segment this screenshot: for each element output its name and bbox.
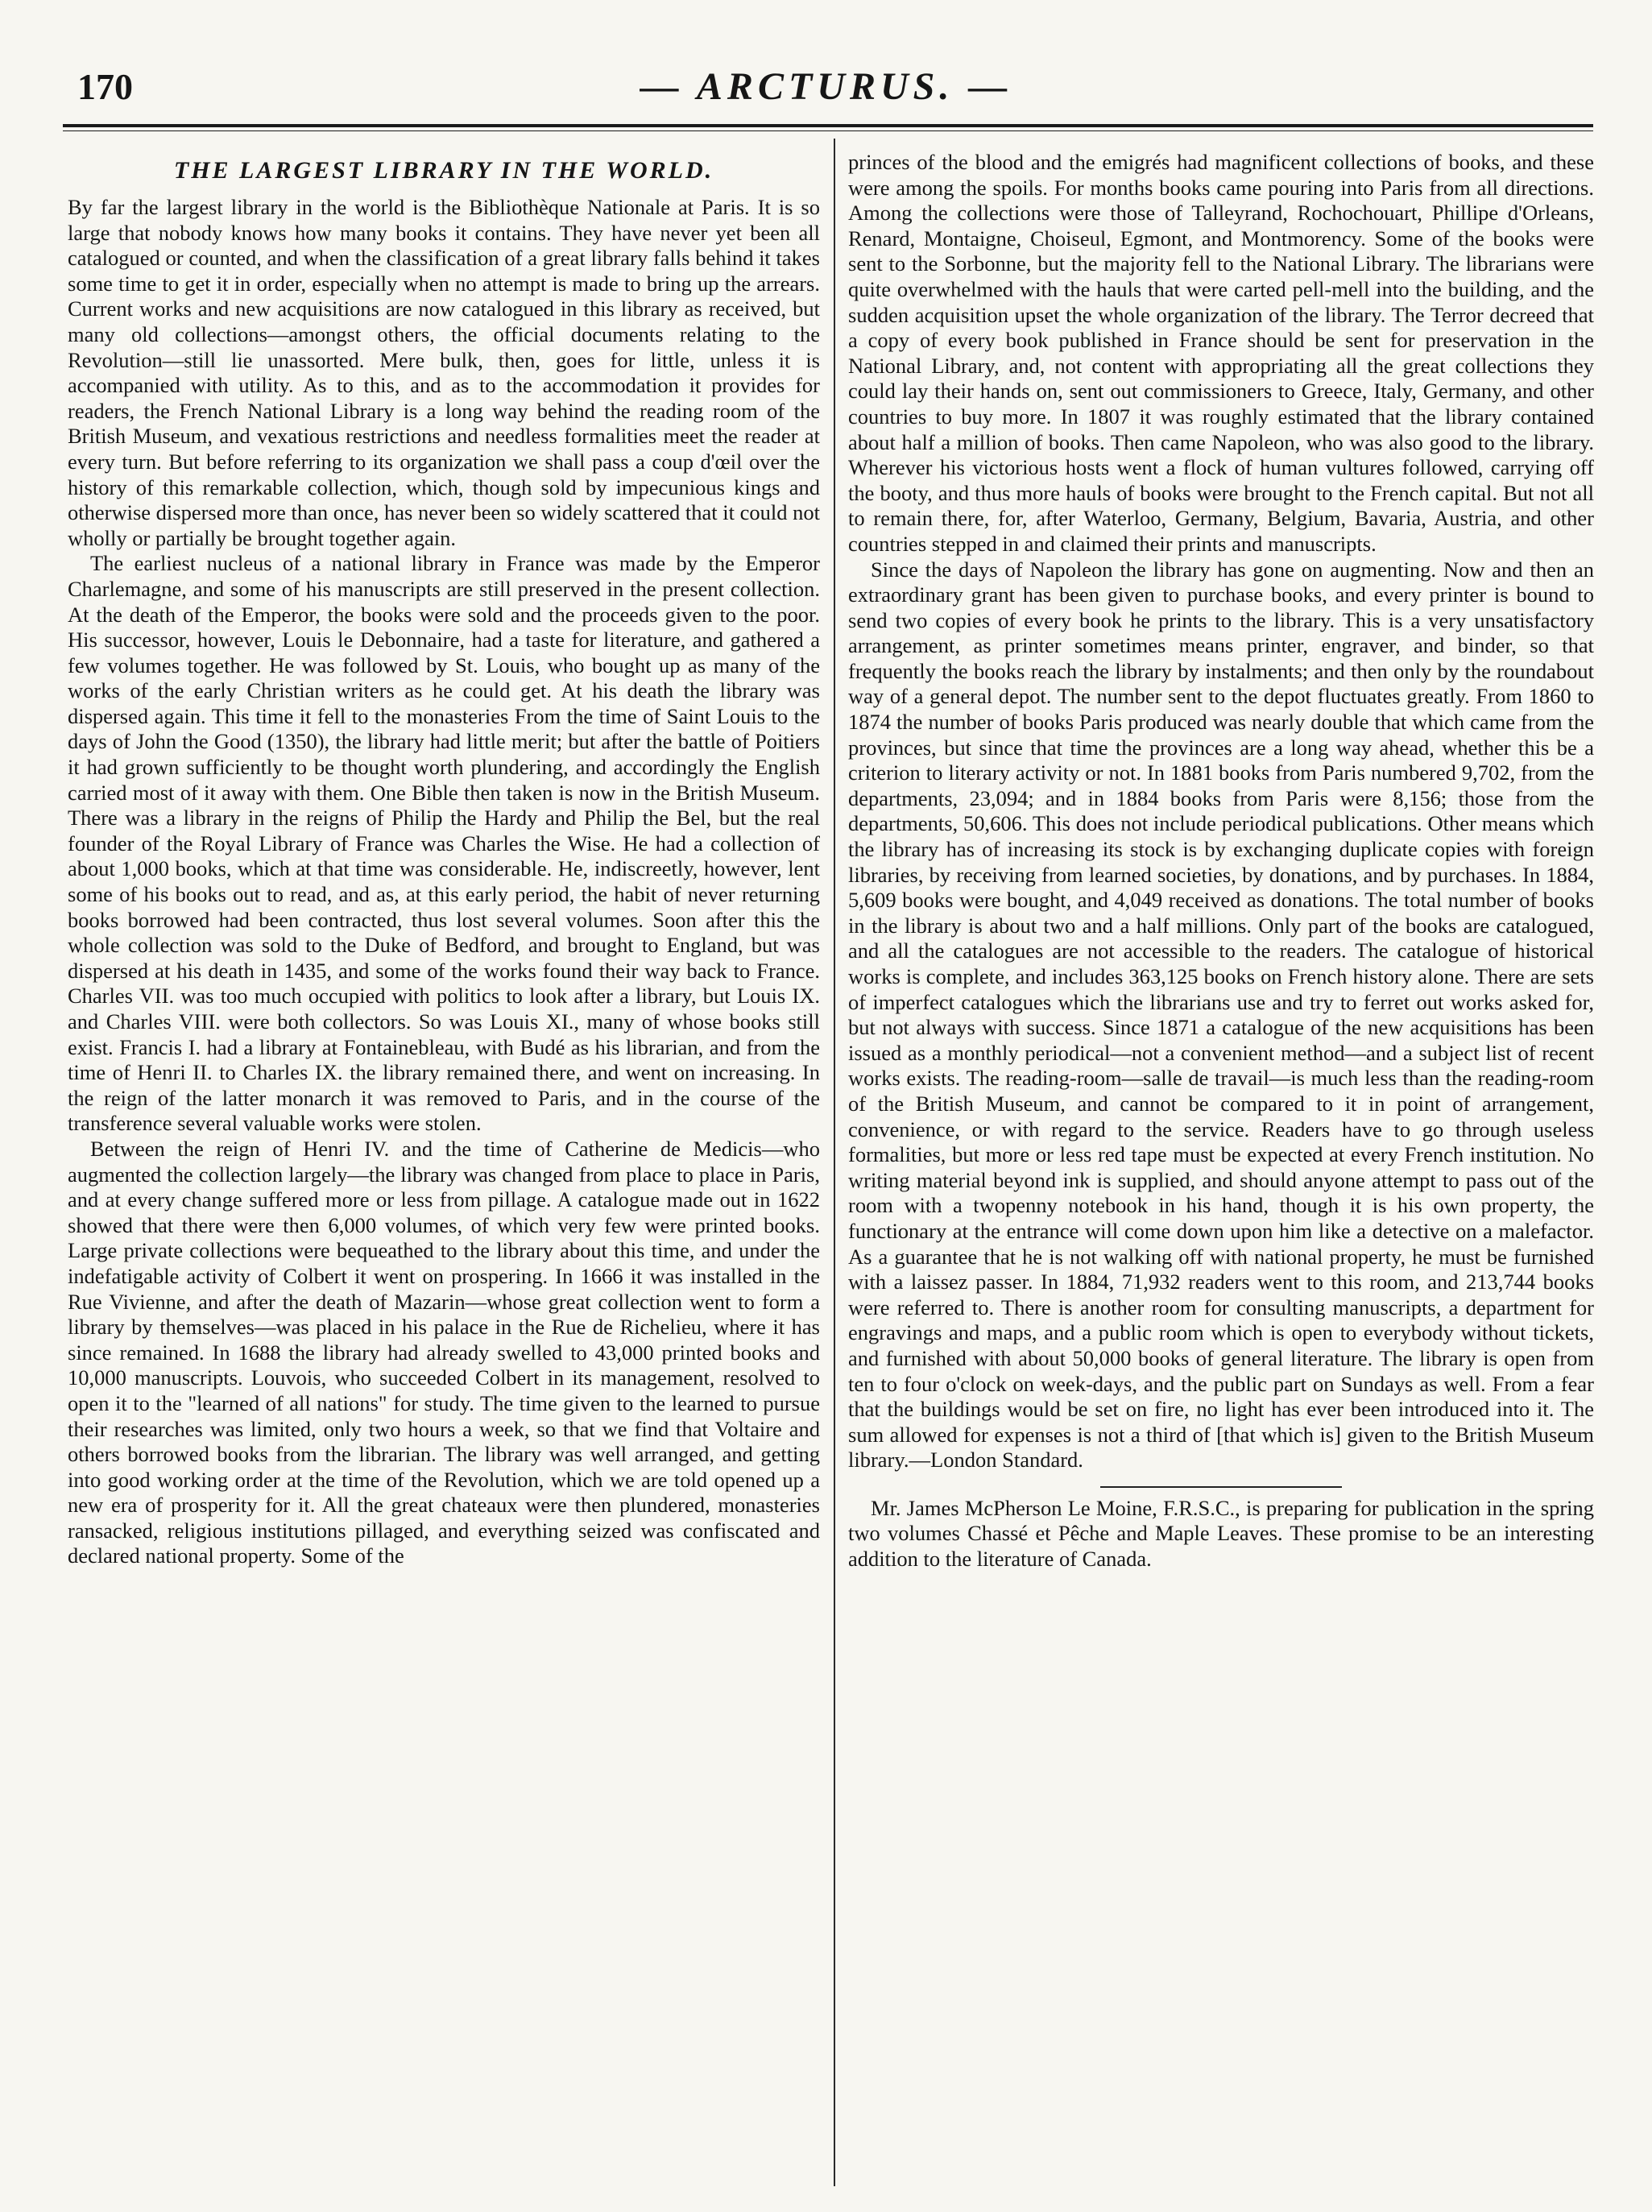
note-paragraph: Mr. James McPherson Le Moine, F.R.S.C., is preparing for publication in the spring two volumes Chassé et Pêche and Maple Leaves. These promise to be an interesting addition to the literature of Canada. <box>848 1495 1594 1572</box>
paragraph: Between the reign of Henri IV. and the time of Catherine de Medicis—who augmented the collection largely—the library was changed from place to place in Paris, and at every change suffered more or less from pillage. A catalogue made out in 1622 showed that there were then 6,000 volumes, of which very few were printed books. Large private collections were bequeathed to the library about this time, and under the indefatigable activity of Colbert it went on prospering. In 1666 it was installed in the Rue Vivienne, and after the death of Mazarin—whose great collection went to form a library by themselves—was placed in his palace in the Rue de Richelieu, where it has since remained. In 1688 the library had already swelled to 43,000 printed books and 10,000 manuscripts. Louvois, who succeeded Colbert in its management, resolved to open it to the "learned of all nations" for study. The time given to the learned to pursue their researches was limited, only two hours a week, so that we find that Voltaire and others borrowed books from the librarian. The library was well arranged, and getting into good working order at the time of the Revolution, which we are told opened up a new era of prosperity for it. All the great chateaux were then plundered, monasteries ransacked, religious institutions pillaged, and everything seized was confiscated and declared national property. Some of the <box>68 1136 820 1568</box>
left-column <box>68 150 820 2180</box>
section-separator <box>1100 1486 1342 1488</box>
literary-note <box>848 1496 1594 1572</box>
header-rule <box>63 124 1593 127</box>
masthead-title: — ARCTURUS. — <box>640 65 1012 108</box>
running-head <box>0 55 1652 119</box>
paragraph: By far the largest library in the world is the Bibliothèque Nationale at Paris. It is so large that nobody knows how many books it contains. They have never yet been all catalogued or counted, and when the classification of a great library falls behind it takes some time to get it in order, especially when no attempt is made to bring up the arrears. Current works and new acquisitions are now catalogued in this library as received, but many old collections—amongst others, the official documents relating to the Revolution—still lie unassorted. Mere bulk, then, goes for little, unless it is accompanied with utility. As to this, and as to the accommodation it provides for readers, the French National Library is a long way behind the reading room of the British Museum, and vexatious restrictions and needless formalities meet the reader at every turn. But before referring to its organization we shall pass a coup d'œil over the history of this remarkable collection, which, though sold by impecunious kings and otherwise dispersed more than once, has never been so widely scattered that it could not wholly or partially be brought together again. <box>68 195 820 550</box>
article-title: THE LARGEST LIBRARY IN THE WORLD. <box>173 157 714 184</box>
right-column <box>848 150 1594 2180</box>
column-divider <box>834 139 835 2186</box>
paragraph: princes of the blood and the emigrés had magnificent collections of books, and these were among the spoils. For months books came pouring into Paris from all directions. Among the collections were those of Talleyrand, Rochochouart, Phillipe d'Orleans, Renard, Montaigne, Choiseul, Egmont, and Montmorency. Some of the books were sent to the Sorbonne, but the majority fell to the National Library. The librarians were quite overwhelmed with the hauls that were carted pell-mell into the building, and the sudden acquisition upset the whole organization of the library. The Terror decreed that a copy of every book published in France should be sent for preservation in the National Library, and, not content with appropriating all the great collections they could lay their hands on, sent out commissioners to Greece, Italy, Germany, and other countries to buy more. In 1807 it was roughly estimated that the library contained about half a million of books. Then came Napoleon, who was also good to the library. Wherever his victorious hosts went a flock of human vultures followed, carrying off the booty, and thus more hauls of books were brought to the French capital. But not all to remain there, for, after Waterloo, Germany, Belgium, Bavaria, Austria, and other countries stepped in and claimed their prints and manuscripts. <box>848 150 1594 556</box>
paragraph: Since the days of Napoleon the library has gone on augmenting. Now and then an extraordinary grant has been given to purchase books, and every printer is bound to send two copies of every book he prints to the library. This is a very unsatisfactory arrangement, as printer sometimes means printer, engraver, and binder, so that frequently the books reach the library by instalments; and then only by the roundabout way of a general depot. The number sent to the depot fluctuates greatly. From 1860 to 1874 the number of books Paris produced was nearly double that which came from the provinces, but since that time the provinces are a long way ahead, whether this be a criterion to literary activity or not. In 1881 books from Paris numbered 9,702, from the departments, 23,094; and in 1884 books from Paris were 8,156; those from the departments, 50,606. This does not include periodical publications. Other means which the library has of increasing its stock is by exchanging duplicate copies with foreign libraries, by receiving from learned societies, by donations, and by purchases. In 1884, 5,609 books were bought, and 4,049 received as donations. The total number of books in the library is about two and a half millions. Only part of the books are catalogued, and all the catalogues are not accessible to the readers. The catalogue of historical works is complete, and includes 363,125 books on French history alone. There are sets of imperfect catalogues which the librarians use and try to ferret out works asked for, but not always with success. Since 1871 a catalogue of the new acquisitions has been issued as a monthly periodical—not a convenient method—and a subject list of recent works exists. The reading-room—salle de travail—is much less than the reading-room of the British Museum, and cannot be compared to it in point of arrangement, convenience, or with regard to the service. Readers have to go through useless formalities, but more or less red tape must be expected at every French institution. No writing material beyond ink is supplied, and should anyone attempt to pass out of the room with a twopenny notebook in his hand, though it is his own property, the functionary at the entrance will come down upon him like a detective on a malefactor. As a guarantee that he is not walking off with national property, he must be furnished with a laissez passer. In 1884, 71,932 readers went to this room, and 213,744 books were referred to. There is another room for consulting manuscripts, a department for engravings and maps, and a public room which is open to everybody without tickets, and furnished with about 50,000 books of general literature. The library is open from ten to four o'clock on week-days, and the public part on Sundays as well. From a fear that the buildings would be set on fire, no light has ever been introduced into it. The sum allowed for expenses is not a third of [that which is] given to the British Museum library.—London Standard. <box>848 557 1594 1473</box>
paragraph: The earliest nucleus of a national library in France was made by the Emperor Charlemagne, and some of his manuscripts are still preserved in the present collection. At the death of the Emperor, the books were sold and the proceeds given to the poor. His successor, however, Louis le Debonnaire, had a taste for literature, and gathered a few volumes together. He was followed by St. Louis, who bought up as many of the works of the early Christian writers as he could get. At his death the library was dispersed again. This time it fell to the monasteries From the time of Saint Louis to the days of John the Good (1350), the library had little merit; but after the battle of Poitiers it had grown sufficiently to be thought worth plundering, and accordingly the English carried most of it away with them. One Bible then taken is now in the British Museum. There was a library in the reigns of Philip the Hardy and Philip the Bel, but the real founder of the Royal Library of France was Charles the Wise. He had a collection of about 1,000 books, which at that time was considerable. He, indiscreetly, however, lent some of his books out to read, and as, at this early period, the habit of never returning books borrowed had been contracted, thus lost several volumes. Soon after this the whole collection was sold to the Duke of Bedford, and brought to England, but was dispersed at his death in 1435, and some of the works found their way back to France. Charles VII. was too much occupied with politics to look after a library, but Louis IX. and Charles VIII. were both collectors. So was Louis XI., many of whose books still exist. Francis I. had a library at Fontainebleau, with Budé as his librarian, and from the time of Henri II. to Charles IX. the library remained there, and went on increasing. In the reign of the latter monarch it was removed to Paris, and in the course of the transference several valuable works were stolen. <box>68 551 820 1136</box>
page-number: 170 <box>77 66 133 107</box>
header-rule-thin <box>63 130 1593 131</box>
